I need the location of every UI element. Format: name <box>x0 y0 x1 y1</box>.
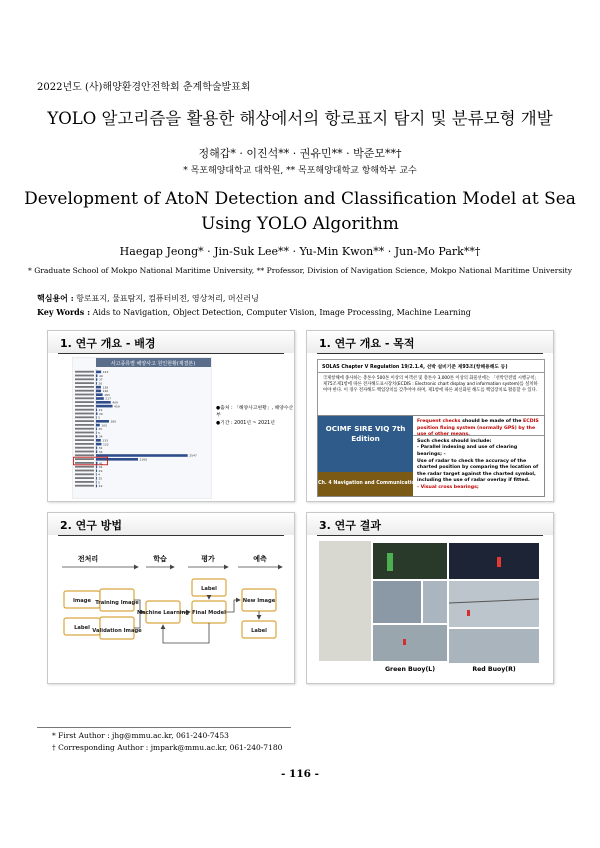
stage-predict: 예측 <box>253 555 267 563</box>
chart-bar <box>96 469 97 472</box>
chart-value-label: 25 <box>98 476 103 481</box>
chart-bar <box>96 371 101 374</box>
chart-bar <box>96 473 97 476</box>
chart-category-label <box>75 439 94 441</box>
box-label3: Label <box>251 628 267 634</box>
chart-category-label <box>75 420 94 422</box>
chart-bar <box>96 431 97 434</box>
chart-value-label: 1166 <box>139 457 148 462</box>
chart-bar <box>96 390 101 393</box>
solas-text: 국제항해에 종사하는 총톤수 500톤 이상의 여객선 및 총톤수 3,000톤 이상의 화물선에는 「선박안전법 시행규칙」 제75조제1항에 따른 전자해도표시장치(ECDIS : Electronic chart display and information system)를 설치하여야 한다. 이 경우 전자해도 백업장치를 갖추어야 하며, 제1항에 따른 최신화된 해도를 백업장치로 활용할 수 있다. <box>323 376 539 394</box>
caption-red-buoy: Red Buoy(R) <box>472 666 516 673</box>
chart-value-label: 152 <box>102 442 109 447</box>
panel-purpose <box>306 330 554 502</box>
chart-value-label: 459 <box>114 404 120 409</box>
chart-value-label: 29 <box>98 484 103 489</box>
chart-value-label: 32 <box>98 446 103 451</box>
chart-bar <box>96 485 97 488</box>
chart-value-label: 138 <box>102 385 109 390</box>
box-training: Training Image <box>95 600 139 606</box>
chart-bar <box>96 477 97 480</box>
chart-value-label: 133 <box>102 438 109 443</box>
title-english-line1: Development of AtoN Detection and Classification Model at Sea <box>24 189 576 209</box>
chart-bar <box>96 393 103 396</box>
chart-bar <box>96 462 97 465</box>
chart-value-label: 217 <box>105 396 112 401</box>
chart-category-label <box>75 424 94 426</box>
chart-category-label <box>75 473 94 475</box>
viq-text <box>417 419 541 492</box>
viq-red-1: Frequent checks <box>417 419 461 424</box>
footnote-divider <box>37 727 291 728</box>
affiliation-english: * Graduate School of Mokpo National Maritime University, ** Professor, Division of Navigation Science, Mokpo National Maritime University <box>27 266 572 275</box>
chart-bar <box>96 412 97 415</box>
chart-category-label <box>75 375 94 377</box>
chart-category-label <box>75 447 94 449</box>
chart-bar <box>96 397 104 400</box>
stage-train: 학습 <box>153 555 167 563</box>
stage-preprocess: 전처리 <box>77 555 99 563</box>
panel-method <box>47 512 295 684</box>
viq-title: OCIMF SIRE VIQ 7th Edition <box>318 416 413 472</box>
chart-value-label: 41 <box>98 461 103 466</box>
chart-value-label: 40 <box>98 373 103 378</box>
authors-english: Haegap Jeong* · Jin-Suk Lee** · Yu-Min Kwon** · Jun-Mo Park**† <box>119 245 481 258</box>
chart-category-label <box>75 451 94 453</box>
chart-bar <box>96 447 97 450</box>
results-images <box>307 513 553 683</box>
chart-bar <box>96 416 97 419</box>
chart-category-label <box>75 416 94 418</box>
box-final: Final Model <box>192 610 226 616</box>
box-new: New Image <box>242 598 276 604</box>
chart-category-label <box>75 458 94 460</box>
chart-category-label <box>75 443 94 445</box>
chart-bar <box>96 450 97 453</box>
title-korean: YOLO 알고리즘을 활용한 해상에서의 항로표지 탐지 및 분류모형 개발 <box>47 109 553 128</box>
accident-bar-chart <box>72 357 212 499</box>
affiliation-korean: * 목포해양대학교 대학원, ** 목포해양대학교 항해학부 교수 <box>183 166 417 176</box>
chart-value-label: 32 <box>98 465 103 470</box>
panel-results-title: 3. 연구 결과 <box>319 519 381 532</box>
chart-value-label: 2547 <box>189 453 197 458</box>
chart-category-label <box>75 481 94 483</box>
keywords-korean <box>37 293 259 304</box>
method-flow-diagram <box>48 513 294 683</box>
chart-value-label: 140 <box>102 389 109 394</box>
chart-bar <box>96 424 100 427</box>
viq-black-1: should be made of the <box>460 419 524 424</box>
viq-box <box>317 415 545 497</box>
chart-bar <box>96 466 97 469</box>
panel-results <box>306 512 554 684</box>
chart-bar <box>96 382 97 385</box>
chart-category-label <box>75 394 94 396</box>
chart-category-label <box>75 371 94 373</box>
chart-category-label <box>75 477 94 479</box>
chart-category-label <box>75 428 94 430</box>
chart-bar <box>96 428 97 431</box>
keywords-korean-label: 핵심용어 : <box>37 293 74 303</box>
chart-category-label <box>75 382 94 384</box>
chart-value-label: 26 <box>98 381 103 386</box>
box-ml: Machine Learning <box>137 610 189 616</box>
viq-red-2: ECDIS position fixing system (normally GPS) by the use of other means. <box>417 419 539 438</box>
chart-category-label <box>75 432 94 434</box>
footnote-first-author: * First Author : jhg@mmu.ac.kr, 061-240-7453 <box>52 731 229 740</box>
chart-category-label <box>75 405 94 407</box>
chart-value-label: 29 <box>98 408 103 413</box>
title-english <box>0 187 600 237</box>
chart-bar <box>96 439 101 442</box>
chart-category-label <box>75 470 94 472</box>
box-label2: Label <box>201 586 217 592</box>
chart-bar <box>96 386 101 389</box>
chart-value-label: 29 <box>98 468 103 473</box>
chart-value-label: 5 <box>98 480 101 485</box>
chart-value-label: 183 <box>104 392 110 397</box>
chart-bar <box>96 405 113 408</box>
chart-category-label <box>75 390 94 392</box>
chart-title: 사고종류별 해양사고 원인현황(제결본) <box>110 361 196 367</box>
chart-bar <box>96 443 101 446</box>
chart-value-label: 143 <box>102 370 109 375</box>
chart-value-label: 39 <box>98 411 103 416</box>
keywords-english-text: Aids to Navigation, Object Detection, Computer Vision, Image Processing, Machine Learning <box>92 308 471 317</box>
chart-category-label <box>75 462 94 464</box>
chart-bar <box>96 374 97 377</box>
keywords-english-label: Key Words : <box>37 307 91 317</box>
panel-background <box>47 330 295 502</box>
solas-title: SOLAS Chapter V Regulation 19/2.1.4, 선박 설비기준 제93조(항해용해도 등) <box>318 360 544 373</box>
chart-value-label: 409 <box>112 400 118 405</box>
chart-value-label: 5 <box>98 415 101 420</box>
keywords-korean-text: 항로표지, 물표탐지, 컴퓨터비전, 영상처리, 머신러닝 <box>76 294 259 303</box>
chart-category-label <box>75 413 94 415</box>
chart-category-label <box>75 466 94 468</box>
chart-period: ●기간 : 2001년 ~ 2021년 <box>216 421 275 426</box>
viq-black-3: - Parallel indexing and use of clearing bearings; - <box>417 445 518 457</box>
chart-value-label: 34 <box>98 449 103 454</box>
chart-bar <box>96 378 97 381</box>
box-label: Label <box>74 625 90 631</box>
viq-red-3: - Visual cross bearings; <box>417 484 479 490</box>
chart-category-label <box>75 485 94 487</box>
viq-black-2: Such checks should include: <box>417 438 492 444</box>
chart-bar <box>96 458 138 461</box>
chart-category-label <box>75 454 94 456</box>
chart-category-label <box>75 435 94 437</box>
chart-bar <box>96 401 111 404</box>
footnote-corresponding: † Corresponding Author : jmpark@mmu.ac.kr, 061-240-7180 <box>52 743 283 752</box>
panel-background-title: 1. 연구 개요 - 배경 <box>60 337 156 350</box>
chart-bar <box>96 435 97 438</box>
chart-category-label <box>75 409 94 411</box>
chart-category-label <box>75 401 94 403</box>
page-number: - 116 - <box>281 768 319 780</box>
chart-value-label: 105 <box>101 423 108 428</box>
box-image: Image <box>72 598 92 604</box>
chart-value-label: 5 <box>98 430 101 435</box>
chart-category-label <box>75 378 94 380</box>
chart-bar <box>96 454 188 457</box>
chart-source: ●출처 : 「해양사고현황」, 해양수산부 <box>216 406 294 418</box>
chart-value-label: 34 <box>98 434 103 439</box>
panel-method-title: 2. 연구 방법 <box>60 519 122 532</box>
chart-category-label <box>75 386 94 388</box>
chart-bar <box>96 481 97 484</box>
chart-bar <box>96 420 109 423</box>
panel-purpose-title: 1. 연구 개요 - 목적 <box>319 337 415 350</box>
caption-green-buoy: Green Buoy(L) <box>384 666 436 673</box>
chart-value-label: 360 <box>110 419 117 424</box>
keywords-english <box>37 307 471 317</box>
chart-value-label: 4 <box>98 472 101 477</box>
chart-value-label: 25 <box>98 427 103 432</box>
box-validation: Validation Image <box>92 628 142 634</box>
viq-black-4: Use of radar to check the accuracy of the charted position by comparing the location of the radar target against the charted symbol, including the use of radar overlay if fitted. <box>417 458 539 484</box>
stage-eval: 평가 <box>201 555 215 563</box>
viq-chapter: Ch. 4 Navigation and Communication <box>318 472 413 496</box>
conference-name: 2022년도 (사)해양환경안전학회 춘계학술발표회 <box>37 82 251 93</box>
chart-bar <box>96 409 97 412</box>
chart-value-label: 37 <box>98 377 103 382</box>
title-english-line2: Using YOLO Algorithm <box>201 214 399 234</box>
authors-korean: 정해갑* · 이진석** · 권유민** · 박준모**† <box>198 147 402 160</box>
chart-category-label <box>75 397 94 399</box>
